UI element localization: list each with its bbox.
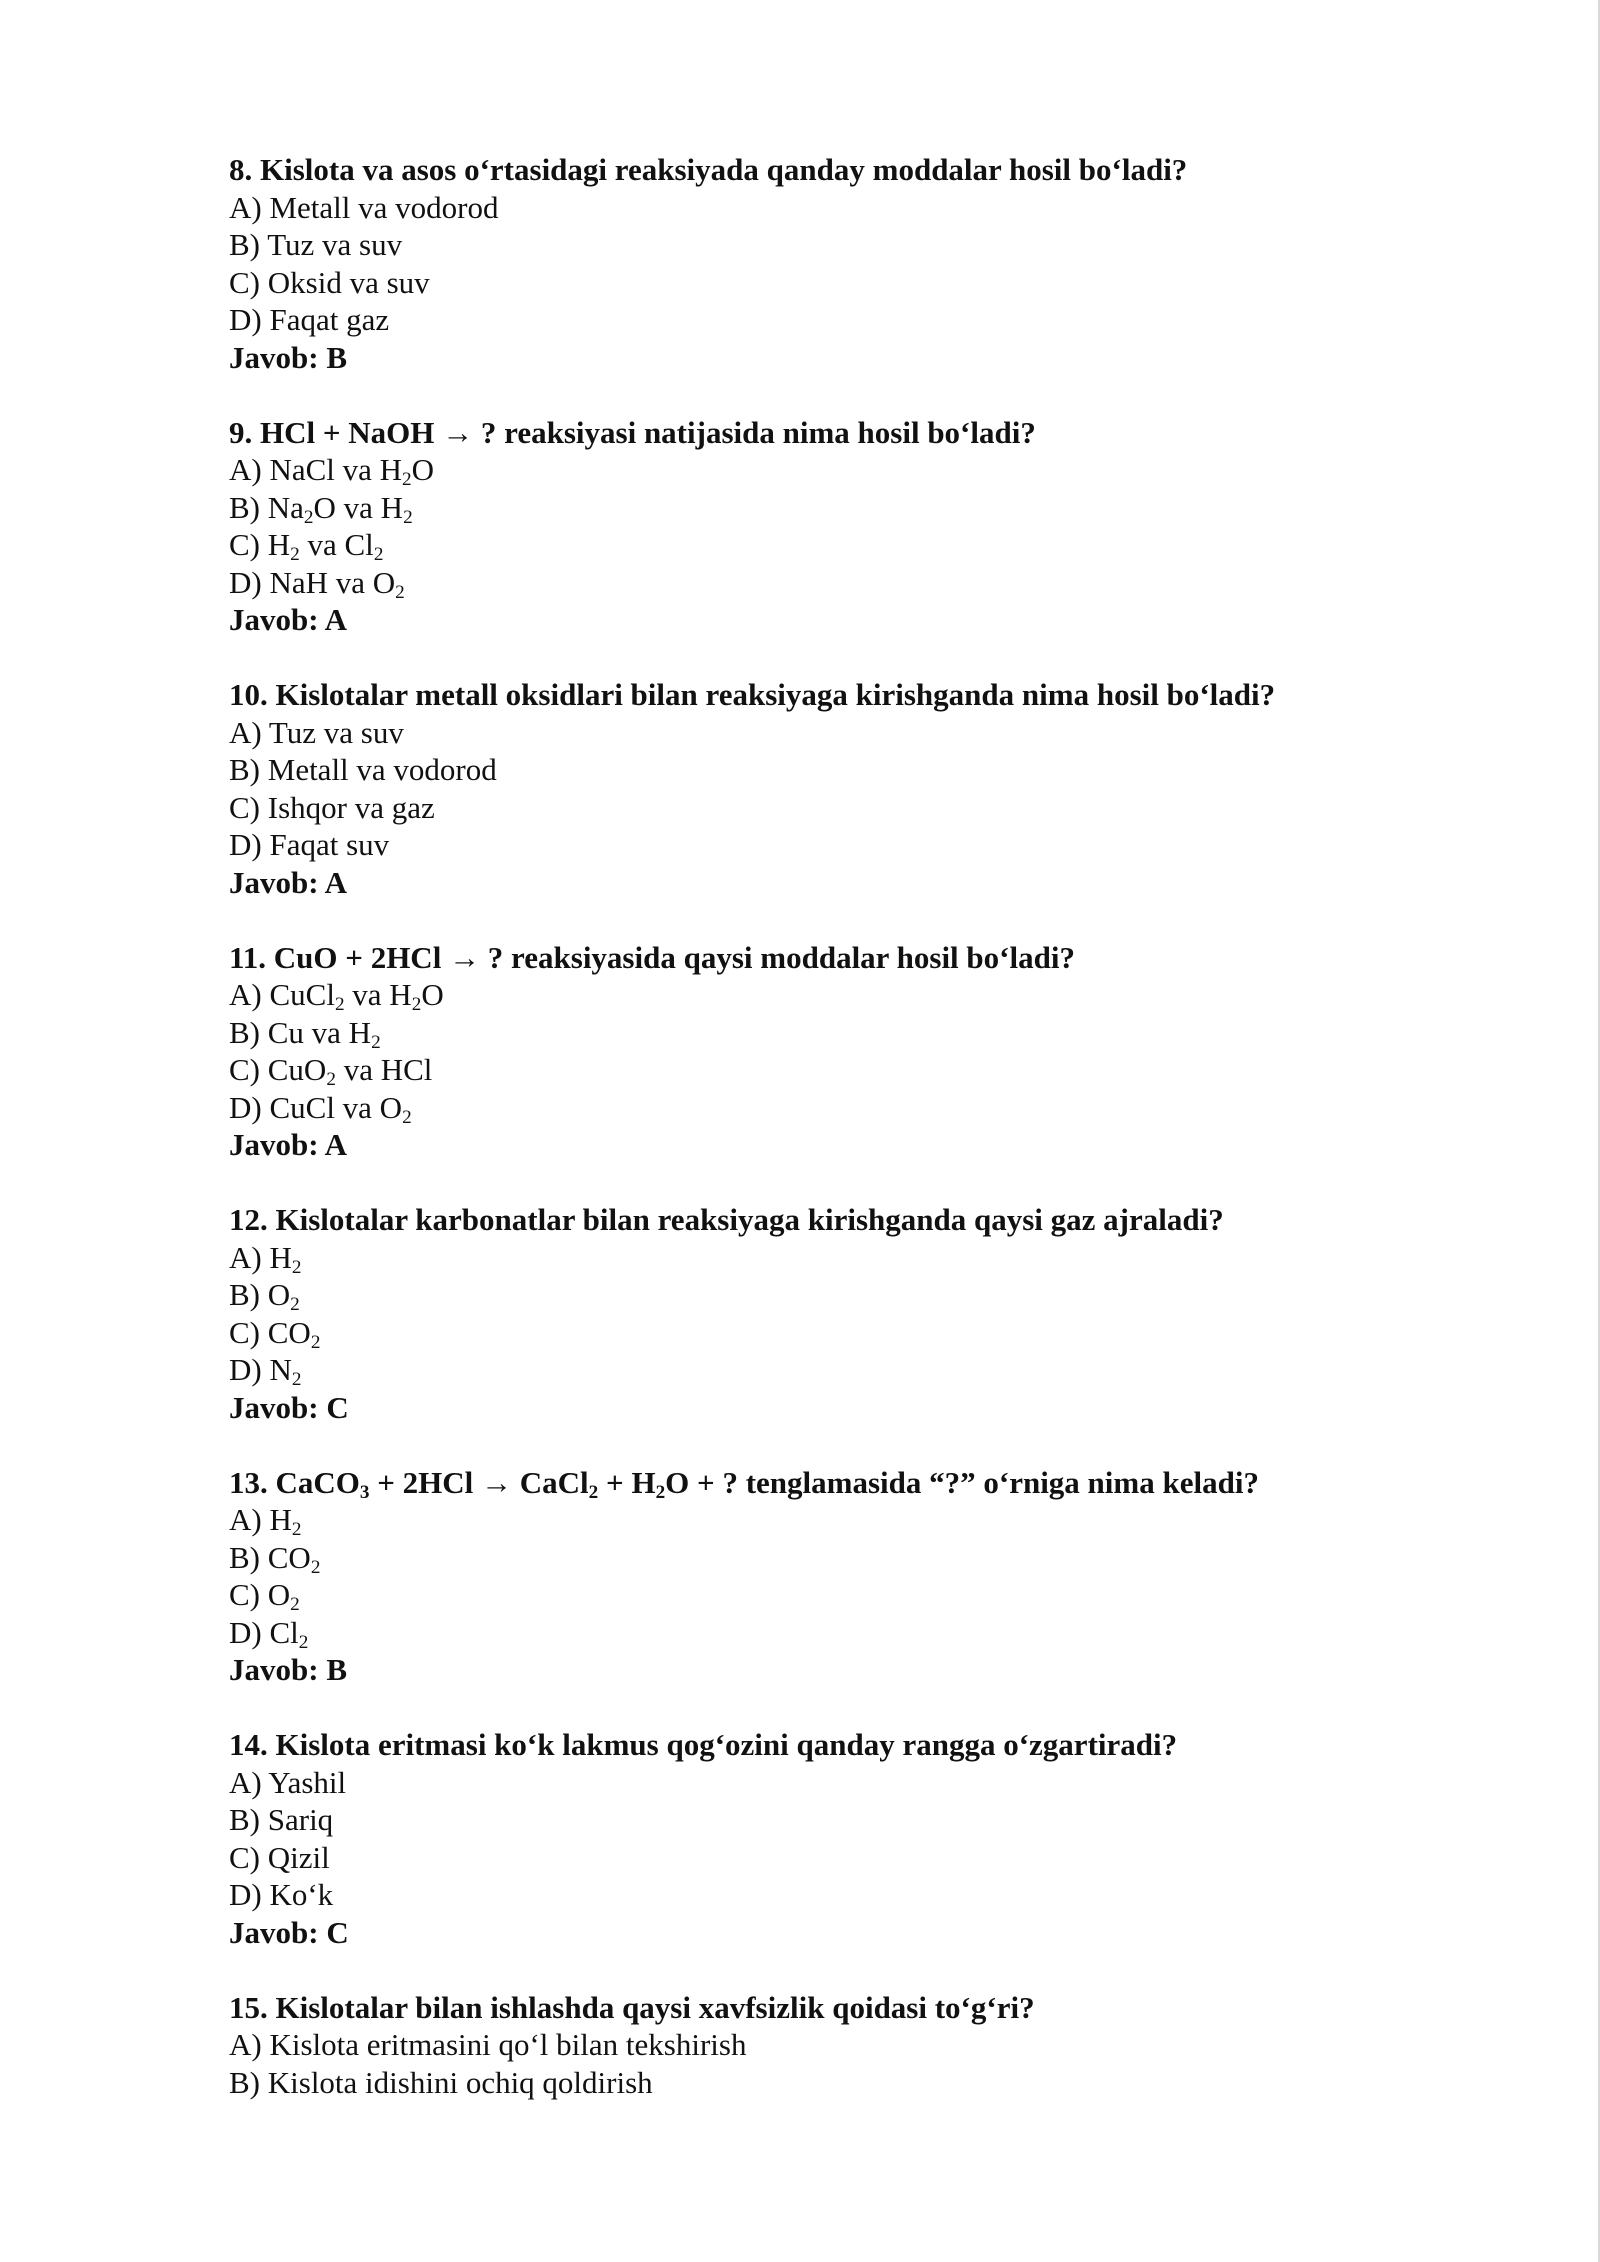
answer-option: A) Yashil [229,1764,347,1800]
answer-option: B) Tuz va suv [229,227,403,262]
answer-option: A) CuCl$_2$ va $H_2O$ [229,977,444,1015]
answer-option: B) Cu va $H_2$ [229,1014,381,1053]
answer-option: C) $CO_2$ [229,1314,321,1353]
question-block [229,1201,1429,1426]
question-title: 14. Kislota eritmasi ko‘k lakmus qog‘ozini qanday rangga o‘zgartiradi? [229,1727,1178,1762]
answer-key: Javob: A [229,1127,347,1162]
answer-option: A) Kislota eritmasini qo‘l bilan tekshirish [229,2027,747,2062]
answer-option: B) Sariq [229,1802,334,1837]
answer-option: B) Metall va vodorod [229,752,497,787]
answer-option: C) $O_2$ [229,1577,300,1615]
answer-option: C) Qizil [229,1839,330,1875]
question-title: 9. HCl + NaOH → ? reaksiyasi natijasida nima hosil bo‘ladi? [229,414,1036,450]
question-title: 10. Kislotalar metall oksidlari bilan reaksiyaga kirishganda nima hosil bo‘ladi? [229,677,1276,712]
answer-option: A) Metall va vodorod [229,189,499,225]
answer-option: C) CuO$_2$ va HCl [229,1052,433,1090]
answer-option: D) NaH va $O_2$ [229,564,405,603]
answer-option: D) $N_2$ [229,1352,302,1390]
question-block [229,1464,1429,1689]
document-page [229,151,1429,2139]
answer-option: A) $H_2$ [229,1502,302,1540]
question-block [229,1989,1429,2102]
answer-key: Javob: C [229,1914,349,1950]
answer-option: C) $H_2$ va $Cl_2$ [229,527,384,565]
question-block [229,676,1429,901]
question-title: 11. CuO + 2HCl → ? reaksiyasida qaysi moddalar hosil bo‘ladi? [229,939,1075,975]
answer-key: Javob: C [229,1389,349,1425]
answer-option: A) $H_2$ [229,1239,302,1278]
answer-option: D) Ko‘k [229,1877,334,1912]
question-block [229,414,1429,639]
answer-option: D) CuCl va $O_2$ [229,1089,412,1128]
answer-option: D) $Cl_2$ [229,1614,309,1653]
answer-key: Javob: B [229,1652,347,1687]
question-title: 15. Kislotalar bilan ishlashda qaysi xavfsizlik qoidasi to‘g‘ri? [229,1989,1035,2025]
answer-option: D) Faqat gaz [229,302,390,337]
answer-option: C) Oksid va suv [229,264,430,300]
question-block [229,1726,1429,1951]
question-block [229,939,1429,1164]
answer-option: B) $Na_2O$ va $H_2$ [229,489,413,528]
answer-key: Javob: B [229,339,347,375]
answer-key: Javob: A [229,864,347,900]
question-title: 8. Kislota va asos o‘rtasidagi reaksiyada qanday moddalar hosil bo‘ladi? [229,152,1188,187]
answer-option: B) Kislota idishini ochiq qoldirish [229,2064,653,2100]
answer-option: D) Faqat suv [229,827,390,862]
answer-key: Javob: A [229,602,347,637]
question-title: 12. Kislotalar karbonatlar bilan reaksiyaga kirishganda qaysi gaz ajraladi? [229,1202,1224,1237]
answer-option: B) $O_2$ [229,1277,300,1315]
question-block [229,151,1429,376]
answer-option: A) NaCl va $H_2O$ [229,452,435,490]
answer-option: A) Tuz va suv [229,714,404,750]
answer-option: B) $CO_2$ [229,1539,321,1578]
answer-option: C) Ishqor va gaz [229,789,435,825]
question-title: 13. CaCO$_3$ + 2HCl → CaCl$_2$ + $H_2O$ + ? tenglamasida “?” o‘rniga nima keladi? [229,1464,1259,1503]
